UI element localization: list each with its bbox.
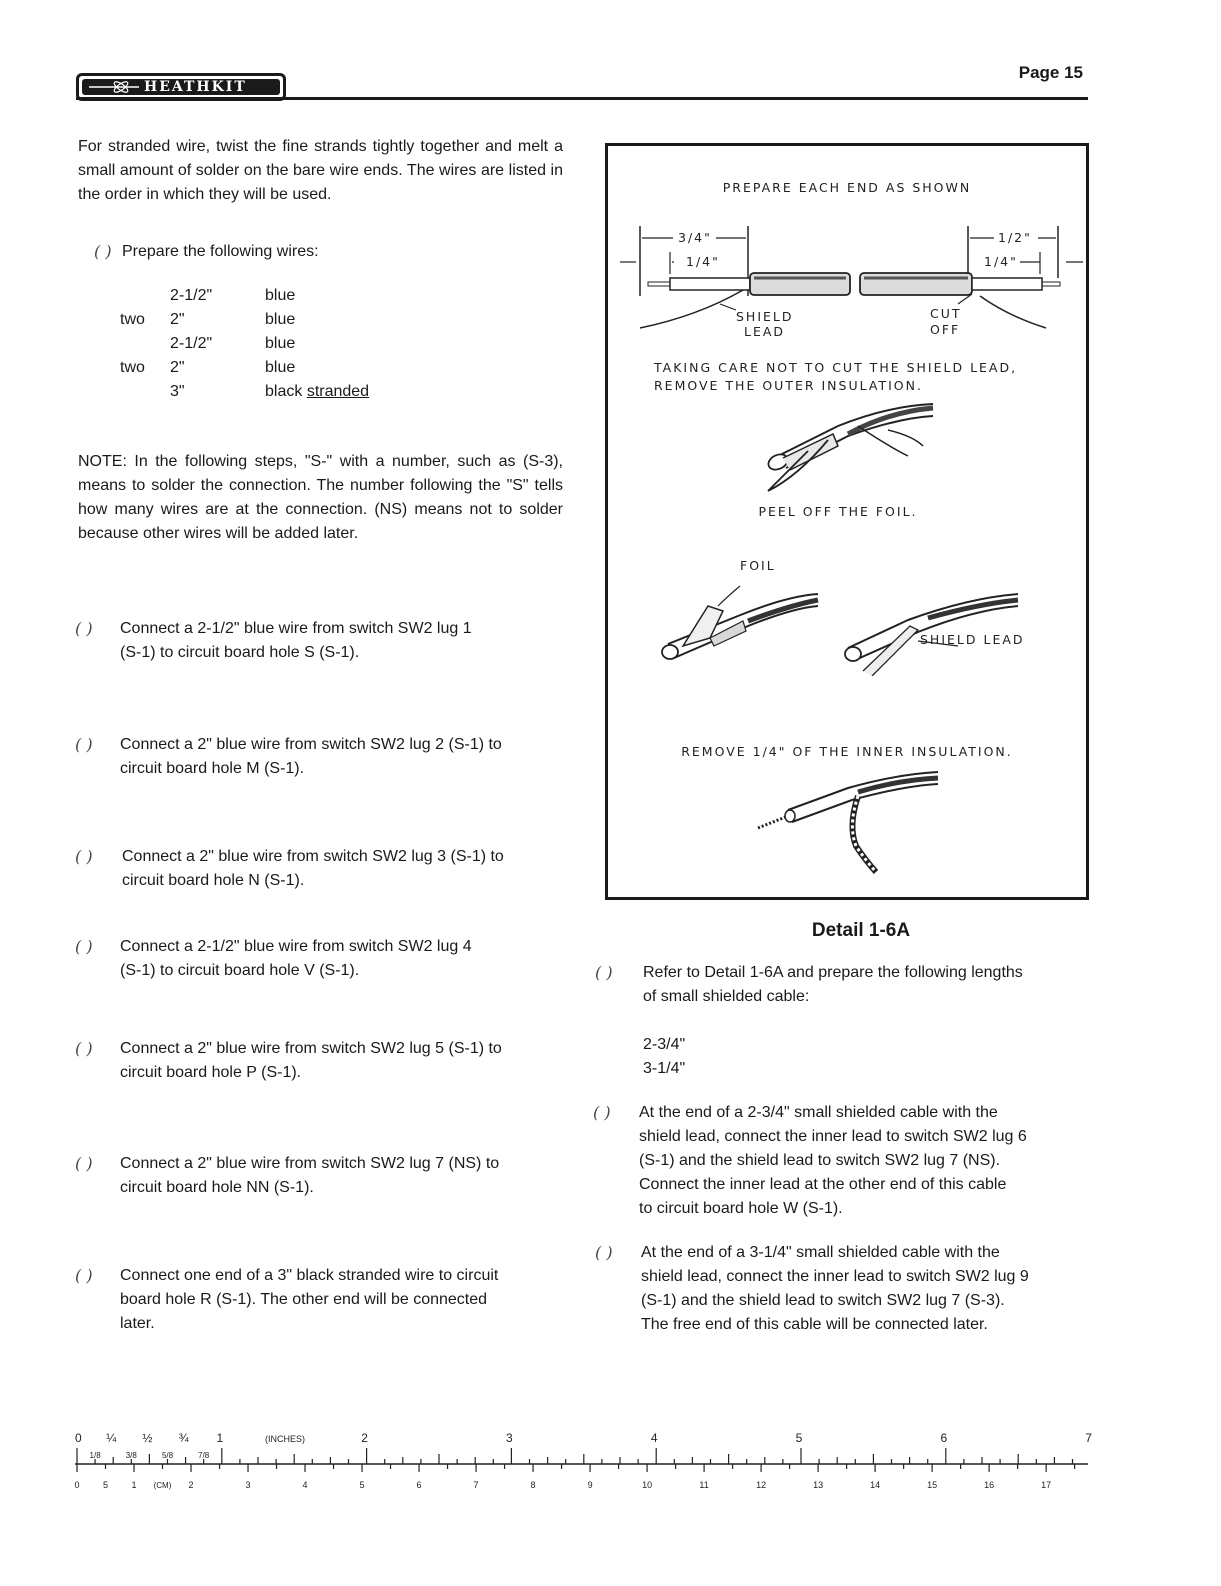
detail-title: Detail 1-6A <box>811 920 911 941</box>
inch-label: 4 <box>650 1431 658 1445</box>
step-3: Connect a 2" blue wire from switch SW2 lug 3 (S-1) to circuit board hole N (S-1). <box>122 848 504 889</box>
cable-length: 2-3/4" <box>643 1036 686 1053</box>
checkbox-step-5[interactable]: ( ) <box>75 1039 93 1058</box>
wire-row <box>120 359 369 383</box>
checkbox-right-step-1[interactable]: ( ) <box>595 963 613 982</box>
logo-text: HEATHKIT <box>144 79 247 95</box>
wire-length: 2" <box>170 311 185 328</box>
inch-label: 2 <box>361 1431 368 1445</box>
intro-paragraph: For stranded wire, twist the fine strands tightly together and melt a small amount of solder on the bare wire ends. The wires are listed in the order in which they will be used. <box>78 138 563 203</box>
right-step-2: At the end of a 2-3/4" small shielded cable with the shield lead, connect the inner lead to switch SW2 lug 6 (S-1) and the shield lead to switch SW2 lug 7 (NS). Connect the inner lead at the other end of this cable to circuit board hole W (S-1). <box>639 1104 1027 1217</box>
inch-label: 0 <box>75 1431 82 1445</box>
inch-label: 7 <box>1085 1431 1092 1445</box>
dim-right-inner: 1/4" <box>984 254 1018 269</box>
detail-heading: PREPARE EACH END AS SHOWN <box>722 180 972 195</box>
caption-outer-line2: REMOVE THE OUTER INSULATION. <box>654 378 923 393</box>
inch-label: 1 <box>216 1431 224 1445</box>
detail-illustration-box <box>605 143 1089 900</box>
wire-length: 2-1/2" <box>170 287 213 304</box>
cm-label: 13 <box>813 1480 824 1490</box>
cm-label: 9 <box>587 1480 593 1490</box>
cm-label: 0 <box>74 1480 80 1490</box>
checkbox-prepare-wires[interactable]: ( ) <box>94 242 112 261</box>
logo-emblem-icon <box>87 79 143 95</box>
wire-row <box>120 311 369 335</box>
cm-label: 11 <box>699 1480 709 1490</box>
step-2: Connect a 2" blue wire from switch SW2 lug 2 (S-1) to circuit board hole M (S-1). <box>120 736 502 777</box>
wire-length: 3" <box>170 383 185 400</box>
right-step-3: At the end of a 3-1/4" small shielded cable with the shield lead, connect the inner lead to switch SW2 lug 9 (S-1) and the shield lead to switch SW2 lug 7 (S-3). The free end of this cable will be connected later. <box>641 1244 1029 1333</box>
fraction-label: 1/8 <box>89 1451 101 1460</box>
wire-qty <box>120 383 170 407</box>
cm-label: 3 <box>245 1480 251 1490</box>
label-lead: LEAD <box>744 324 786 339</box>
cm-label: 6 <box>416 1480 422 1490</box>
caption-outer-line1: TAKING CARE NOT TO CUT THE SHIELD LEAD, <box>654 360 1018 375</box>
cm-label: 16 <box>984 1480 995 1490</box>
wire-row <box>120 335 369 359</box>
caption-peel-foil: PEEL OFF THE FOIL. <box>758 504 918 519</box>
label-foil: FOIL <box>740 558 776 573</box>
label-shield: SHIELD <box>736 309 794 324</box>
header-rule <box>76 97 1088 100</box>
wire-color: blue <box>265 287 296 304</box>
right-step-1: Refer to Detail 1-6A and prepare the following lengths of small shielded cable: <box>643 964 1023 1005</box>
cm-label: 7 <box>473 1480 479 1490</box>
cable-length: 3-1/4" <box>643 1060 686 1077</box>
cm-label: 15 <box>927 1480 938 1490</box>
label-cut: CUT <box>930 306 962 321</box>
checkbox-right-step-3[interactable]: ( ) <box>595 1243 613 1262</box>
wire-length: 2-1/2" <box>170 335 213 352</box>
checkbox-step-3[interactable]: ( ) <box>75 847 93 866</box>
wire-color: blue <box>265 311 296 328</box>
wire-length: 2" <box>170 359 185 376</box>
dim-left-inner: 1/4" <box>686 254 720 269</box>
inch-label: ¼ <box>106 1431 117 1445</box>
checkbox-step-1[interactable]: ( ) <box>75 619 93 638</box>
page-number: Page 15 <box>1018 63 1083 82</box>
remove-outer-insulation-figure <box>738 396 958 501</box>
note-paragraph: NOTE: In the following steps, "S-" with a number, such as (S-3), means to solder the connection. The number following the "S" tells how many wires are at the connection. (NS) means not to solder because other wires will be added later. <box>78 453 563 542</box>
measurement-ruler <box>0 1420 1221 1500</box>
wire-qty: two <box>120 359 145 376</box>
dim-right-outer: 1/2" <box>998 230 1032 245</box>
fraction-label: 3/8 <box>125 1451 137 1460</box>
wire-color: blue <box>265 359 296 376</box>
wire-list <box>120 287 369 407</box>
cm-label: 8 <box>530 1480 536 1490</box>
fraction-label: 7/8 <box>198 1451 210 1460</box>
wire-color: blue <box>265 335 296 352</box>
inch-label: 6 <box>940 1431 948 1445</box>
wire-row <box>120 383 369 407</box>
peel-foil-figure <box>648 566 1078 676</box>
cm-label: 12 <box>756 1480 767 1490</box>
step-6: Connect a 2" blue wire from switch SW2 lug 7 (NS) to circuit board hole NN (S-1). <box>120 1155 500 1196</box>
checkbox-right-step-2[interactable]: ( ) <box>593 1103 611 1122</box>
inch-label: ½ <box>142 1431 153 1445</box>
inch-label: 3 <box>506 1431 513 1445</box>
cm-label: 2 <box>188 1480 194 1490</box>
step-4: Connect a 2-1/2" blue wire from switch SW2 lug 4 (S-1) to circuit board hole V (S-1). <box>120 938 472 979</box>
cable-length-list <box>643 1033 685 1081</box>
label-off: OFF <box>930 322 961 337</box>
cm-label: 14 <box>870 1480 881 1490</box>
wire-row <box>120 287 369 311</box>
caption-inner-insulation: REMOVE 1/4" OF THE INNER INSULATION. <box>681 744 1013 759</box>
cm-label: 5 <box>359 1480 365 1490</box>
cm-label: 10 <box>642 1480 653 1490</box>
dim-left-outer: 3/4" <box>678 230 712 245</box>
checkbox-step-2[interactable]: ( ) <box>75 735 93 754</box>
step-7: Connect one end of a 3" black stranded wire to circuit board hole R (S-1). The other end will be connected later. <box>120 1267 499 1332</box>
inch-label: 5 <box>795 1431 803 1445</box>
step-5: Connect a 2" blue wire from switch SW2 lug 5 (S-1) to circuit board hole P (S-1). <box>120 1040 502 1081</box>
label-shield-lead: SHIELD LEAD <box>920 632 1025 647</box>
wire-qty <box>120 287 170 311</box>
wire-color: black stranded <box>265 383 370 400</box>
cm-label: 4 <box>302 1480 308 1490</box>
prepare-wires-step: Prepare the following wires: <box>122 243 319 260</box>
checkbox-step-6[interactable]: ( ) <box>75 1154 93 1173</box>
inch-label: ¾ <box>178 1431 189 1445</box>
cm-label: 5 <box>102 1480 109 1490</box>
wire-qty: two <box>120 311 145 328</box>
fraction-label: 5/8 <box>161 1451 174 1460</box>
step-1: Connect a 2-1/2" blue wire from switch SW2 lug 1 (S-1) to circuit board hole S (S-1). <box>120 620 472 661</box>
wire-qty <box>120 335 170 359</box>
cm-label: 17 <box>1041 1480 1052 1490</box>
cm-label: 1 <box>131 1480 137 1490</box>
wire-extra: stranded <box>306 383 370 400</box>
remove-inner-insulation-figure <box>748 766 958 876</box>
inch-label: (INCHES) <box>264 1434 305 1444</box>
checkbox-step-7[interactable]: ( ) <box>75 1266 93 1285</box>
checkbox-step-4[interactable]: ( ) <box>75 937 93 956</box>
cm-label: (CM) <box>153 1481 172 1490</box>
